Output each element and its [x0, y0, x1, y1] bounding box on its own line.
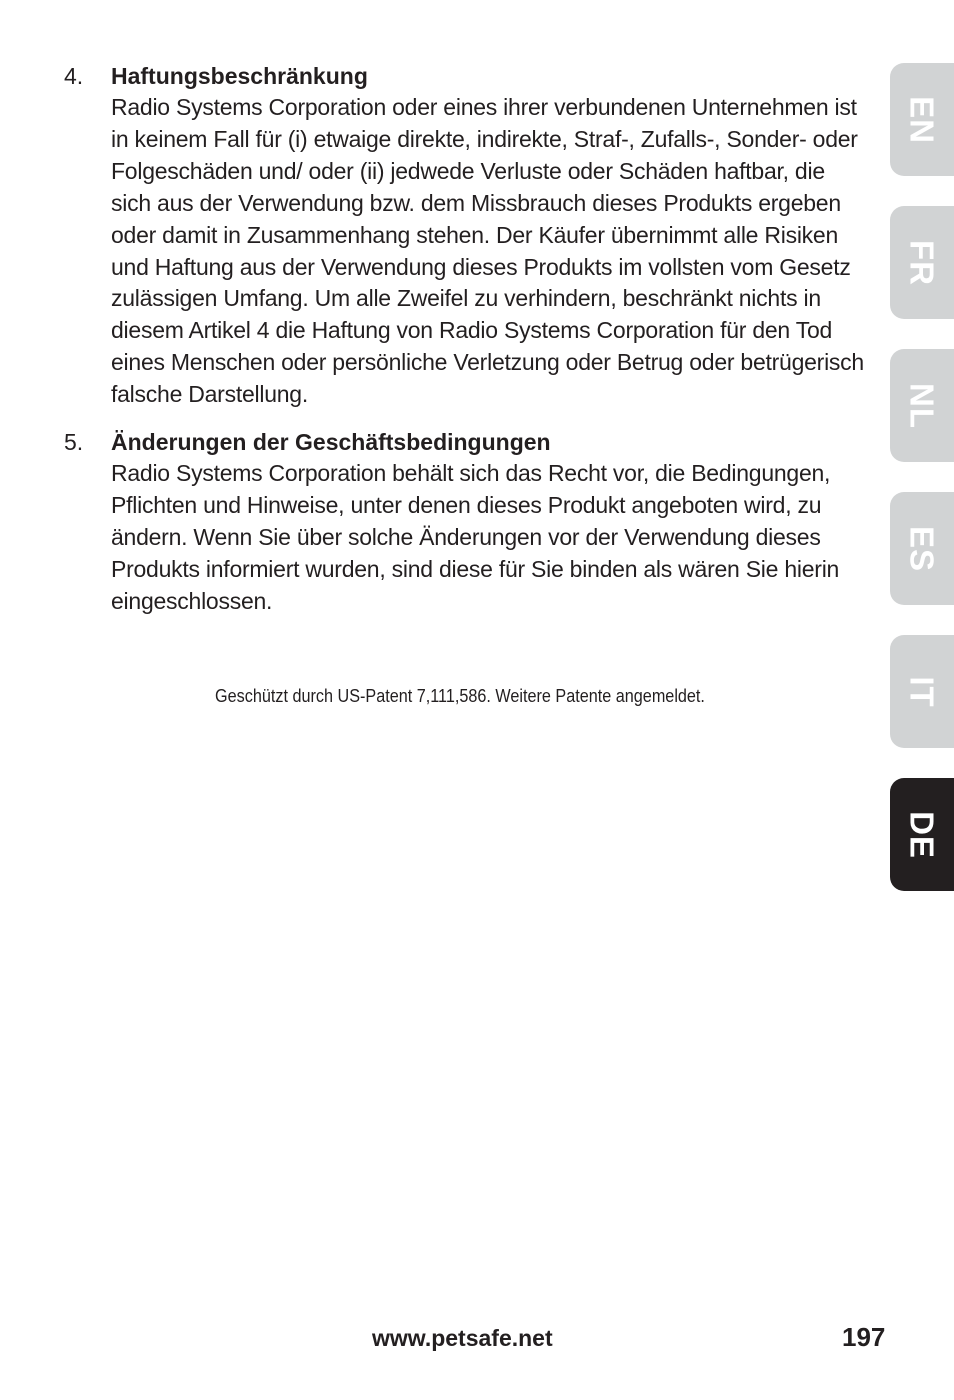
section-limitation-of-liability	[64, 60, 864, 411]
tab-de[interactable]	[890, 778, 954, 891]
page-number: 197	[842, 1322, 886, 1352]
section-body: Radio Systems Corporation behält sich das Recht vor, die Bedingungen, Pflichten und Hinweise, unter denen dieses Produkt angeboten wird, zu ändern. Wenn Sie über solche Änderungen vor der Verwendung dieses Produkts informiert wurden, sind diese für Sie binden als wären Sie hierin eingeschlossen.	[111, 460, 840, 614]
tab-en[interactable]	[890, 63, 954, 176]
section-heading: Haftungsbeschränkung	[111, 63, 368, 89]
section-body: Radio Systems Corporation oder eines ihrer verbundenen Unternehmen ist in keinem Fall für (i) etwaige direkte, indirekte, Straf-, Zufalls-, Sonder- oder Folgeschäden und/ oder (ii) jedwede Verluste oder Schäden haftbar, die sich aus der Verwendung bzw. dem Missbrauch dieses Produkts ergeben oder damit in Zusammenhang stehen. Der Käufer übernimmt alle Risiken und Haftung aus der Verwendung dieses Produkts im vollsten vom Gesetz zulässigen Umfang. Um alle Zweifel zu verhindern, beschränkt nichts in diesem Artikel 4 die Haftung von Radio Systems Corporation für den Tod eines Menschen oder persönliche Verletzung oder Betrug oder betrügerisch falsche Darstellung.	[111, 94, 864, 408]
tab-label: NL	[903, 382, 941, 429]
tab-label: EN	[903, 95, 941, 144]
section-heading: Änderungen der Geschäftsbedingungen	[111, 429, 551, 455]
tab-label: IT	[903, 675, 941, 708]
tab-nl[interactable]	[890, 349, 954, 462]
tab-label: DE	[903, 810, 941, 859]
footer-url[interactable]: www.petsafe.net	[372, 1325, 553, 1351]
tab-it[interactable]	[890, 635, 954, 748]
section-number: 4.	[64, 63, 84, 89]
patent-note: Geschützt durch US-Patent 7,111,586. Weitere Patente angemeldet.	[215, 686, 705, 706]
tab-label: FR	[903, 239, 941, 286]
tab-label: ES	[903, 525, 941, 572]
section-changes-to-terms	[64, 426, 864, 618]
tab-es[interactable]	[890, 492, 954, 605]
section-number: 5.	[64, 429, 84, 455]
tab-fr[interactable]	[890, 206, 954, 319]
